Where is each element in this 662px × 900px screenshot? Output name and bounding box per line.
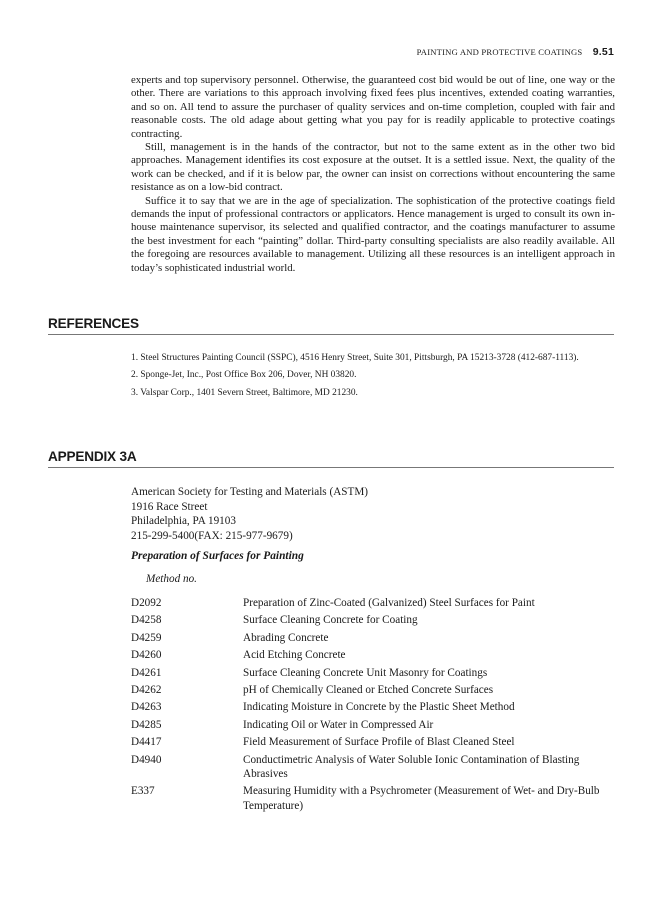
method-title: Preparation of Zinc-Coated (Galvanized) Steel Surfaces for Paint	[243, 597, 535, 609]
page-number: 9.51	[592, 46, 614, 58]
method-row	[131, 718, 617, 732]
references-list	[131, 352, 617, 404]
method-code: E337	[131, 785, 155, 798]
body-paragraph: experts and top supervisory personnel. Otherwise, the guaranteed cost bid would be out of line, one way or the other. There are variations to this approach involving fixed fees plus incentives, extended coating warranties, and so on. All tend to assure the purchaser of quality services and on-time completion, coupled with fair and reasonable costs. The old adage about getting what you pay for is readily applicable to protective coatings contracting.	[131, 74, 615, 140]
running-head	[417, 46, 614, 58]
method-title: Indicating Oil or Water in Compressed Air	[243, 718, 434, 731]
method-row	[131, 666, 617, 680]
references-heading: REFERENCES	[48, 316, 614, 335]
method-code: D4262	[131, 684, 162, 697]
body-paragraph: Still, management is in the hands of the contractor, but not to the same extent as in the other two bid approaches. Management identifies its cost exposure at the outset. It is a settled issue. Next, the quality of the work can be checked, and if it is below par, the owner can insist on corrections without encountering the same resistance as on a low-bid contract.	[131, 141, 615, 194]
reference-item: 1. Steel Structures Painting Council (SSPC), 4516 Henry Street, Suite 301, Pittsburgh, PA 15213-3728 (412-687-1113).	[131, 353, 579, 363]
method-title: Measuring Humidity with a Psychrometer (Measurement of Wet- and Dry-Bulb Temperature)	[243, 785, 600, 812]
body-paragraph: Suffice it to say that we are in the age of specialization. The sophistication of the protective coatings field demands the input of professional contractors or applicators. Hence management is urged to consult its own in-house maintenance supervisor, its selected and qualified contractor, and the coatings manufacturer to assume the best investment for each “painting” dollar. Third-party consulting specialists are also readily available. All the foregoing are resources available to management. Utilizing all these resources is an intelligent approach in today’s sophisticated industrial world.	[131, 194, 615, 274]
method-title: Surface Cleaning Concrete for Coating	[243, 614, 418, 627]
method-code: D4285	[131, 718, 162, 731]
method-row	[131, 631, 617, 645]
method-row	[131, 753, 617, 782]
method-code: D4261	[131, 666, 162, 679]
method-title: Conductimetric Analysis of Water Soluble Ionic Contamination of Blasting Abrasives	[243, 753, 580, 781]
method-row	[131, 735, 617, 749]
method-row	[131, 596, 617, 610]
appendix-subheading: Preparation of Surfaces for Painting	[131, 550, 304, 562]
methods-list	[131, 596, 617, 816]
method-column-label: Method no.	[146, 573, 197, 585]
appendix-heading: APPENDIX 3A	[48, 449, 614, 468]
body-text	[131, 74, 615, 275]
address-line: 1916 Race Street	[131, 500, 208, 513]
method-title: Field Measurement of Surface Profile of Blast Cleaned Steel	[243, 736, 515, 749]
address-line: Philadelphia, PA 19103	[131, 515, 236, 528]
method-code: D4260	[131, 649, 162, 662]
method-title: Abrading Concrete	[243, 631, 329, 644]
reference-item: 2. Sponge-Jet, Inc., Post Office Box 206, Dover, NH 03820.	[131, 370, 357, 381]
method-title: Acid Etching Concrete	[243, 649, 346, 662]
reference-item: 3. Valspar Corp., 1401 Severn Street, Baltimore, MD 21230.	[131, 387, 358, 398]
method-row	[131, 700, 617, 714]
method-row	[131, 784, 617, 813]
astm-address	[131, 485, 368, 543]
method-title: pH of Chemically Cleaned or Etched Concrete Surfaces	[243, 684, 494, 697]
method-row	[131, 613, 617, 627]
method-title: Surface Cleaning Concrete Unit Masonry for Coatings	[243, 666, 488, 679]
method-row	[131, 648, 617, 662]
running-head-title: PAINTING AND PROTECTIVE COATINGS	[416, 47, 583, 57]
address-line: American Society for Testing and Materials (ASTM)	[131, 486, 368, 498]
method-code: D4259	[131, 631, 162, 644]
method-code: D4417	[131, 736, 162, 749]
method-code: D2092	[131, 597, 162, 609]
address-line: 215-299-5400(FAX: 215-977-9679)	[131, 529, 293, 542]
method-title: Indicating Moisture in Concrete by the Plastic Sheet Method	[243, 701, 515, 714]
method-code: D4258	[131, 614, 162, 627]
method-code: D4940	[131, 753, 162, 766]
method-row	[131, 683, 617, 697]
method-code: D4263	[131, 701, 162, 714]
